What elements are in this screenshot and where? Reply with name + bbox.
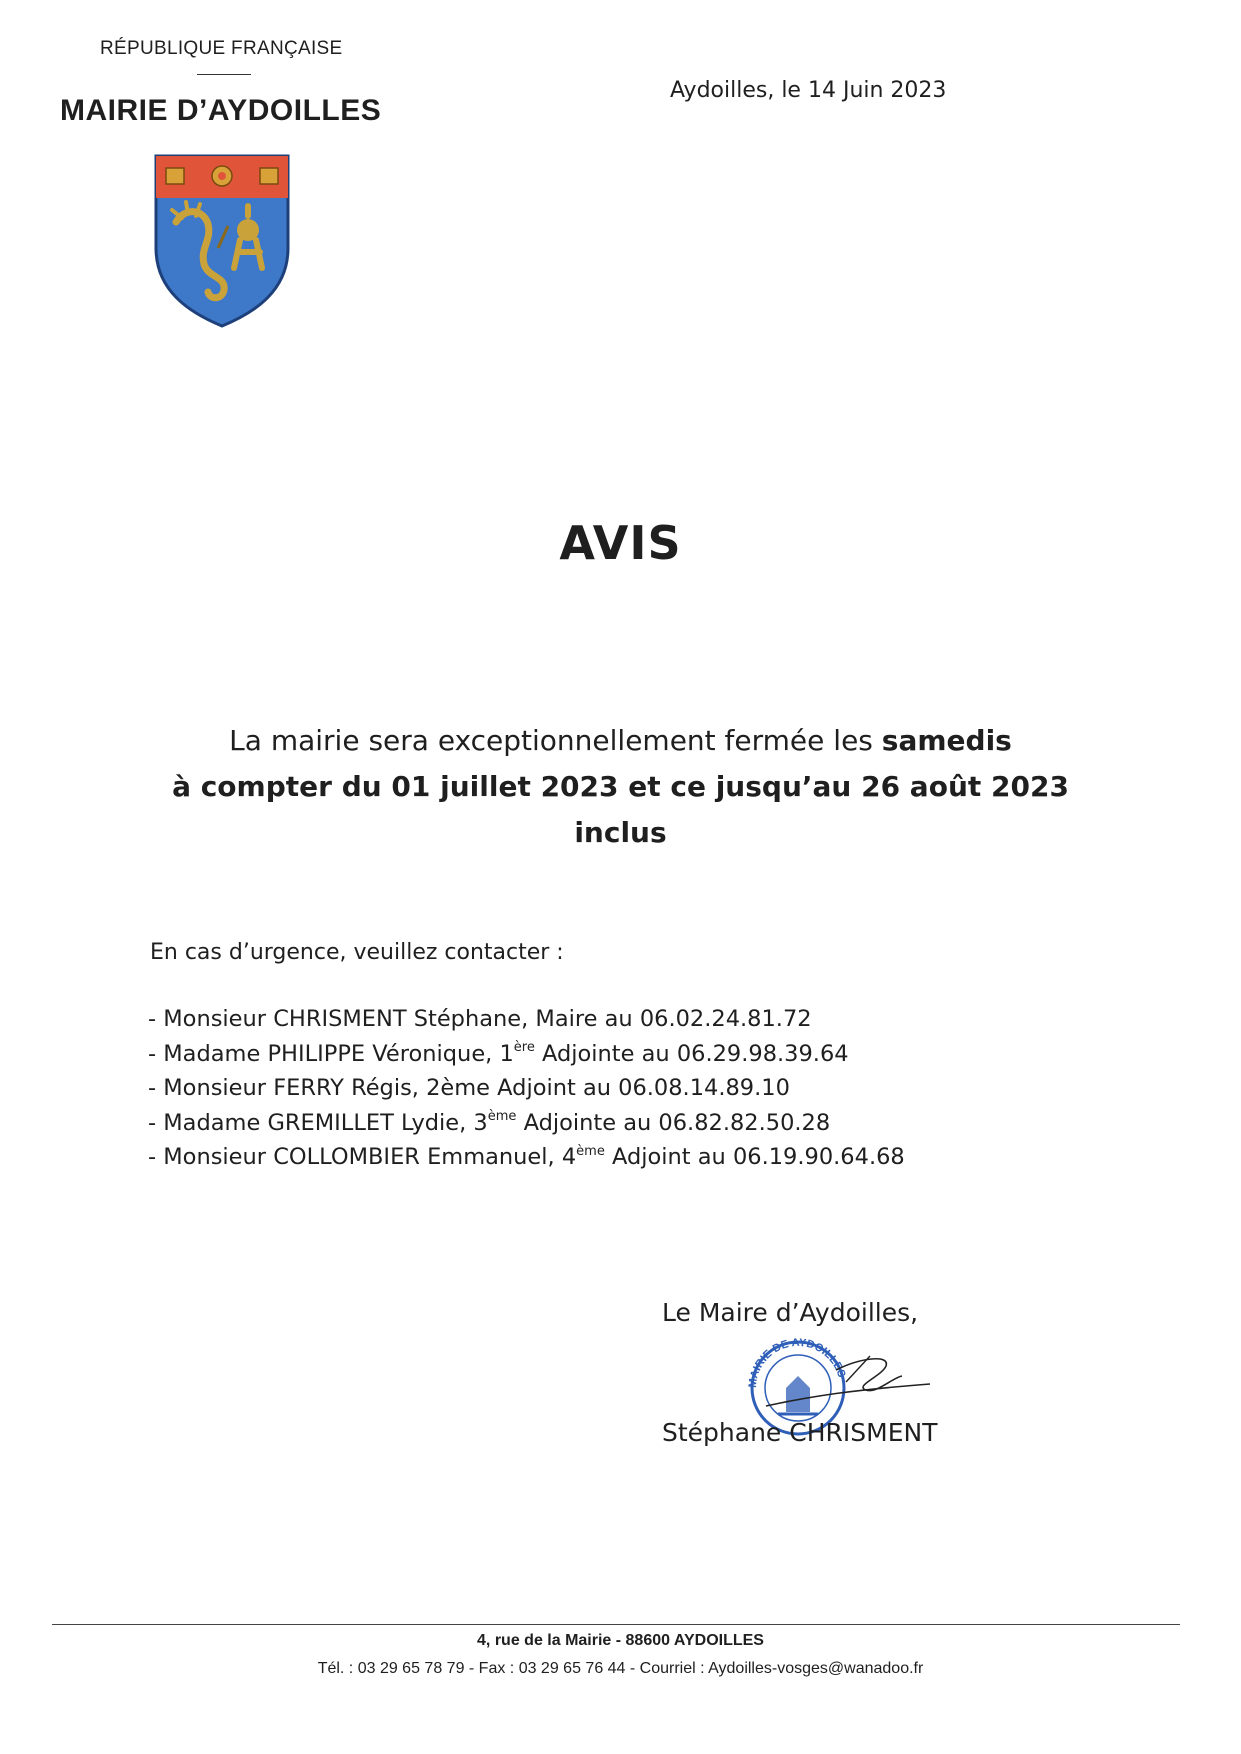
date-line: Aydoilles, le 14 Juin 2023 (670, 78, 947, 103)
footer-divider (52, 1624, 1180, 1625)
notice-line2: à compter du 01 juillet 2023 et ce jusqu’au 26 août 2023 (172, 770, 1069, 803)
closure-notice (0, 718, 1241, 856)
footer-contact: Tél. : 03 29 65 78 79 - Fax : 03 29 65 76 44 - Courriel : Aydoilles-vosges@wanadoo.fr (317, 1660, 924, 1677)
contact-text: - Monsieur COLLOMBIER Emmanuel, 4 (148, 1144, 577, 1170)
contact-text-rest: Adjointe au 06.29.98.39.64 (534, 1040, 849, 1067)
republic-label: RÉPUBLIQUE FRANÇAISE (100, 38, 343, 59)
list-item (148, 1037, 905, 1072)
list-item (148, 1140, 905, 1175)
footer-address: 4, rue de la Mairie - 88600 AYDOILLES (477, 1632, 764, 1649)
notice-line3: inclus (574, 816, 667, 849)
list-item (148, 1071, 905, 1106)
seal-text: MAIRIE DE AYDOILLES (746, 1336, 848, 1389)
contact-text: - Madame PHILIPPE Véronique, 1 (148, 1040, 514, 1067)
header-divider (197, 74, 251, 75)
notice-line1-bold: samedis (881, 724, 1012, 757)
urgence-intro: En cas d’urgence, veuillez contacter : (150, 940, 564, 965)
contact-ordinal: ère (513, 1040, 535, 1055)
contact-text-rest: Adjoint au 06.19.90.64.68 (604, 1144, 905, 1170)
signature-title: Le Maire d’Aydoilles, (662, 1298, 919, 1327)
notice-line1-text: La mairie sera exceptionnellement fermée les (229, 724, 882, 757)
contact-text: - Monsieur CHRISMENT Stéphane, Maire au 06.02.24.81.72 (148, 1006, 812, 1032)
notice-title: AVIS (559, 516, 682, 570)
contact-text: - Madame GREMILLET Lydie, 3 (148, 1109, 488, 1136)
contact-list (148, 1002, 905, 1175)
contact-ordinal: ème (576, 1143, 605, 1159)
contact-text: - Monsieur FERRY Régis, 2ème Adjoint au 06.08.14.89.10 (148, 1075, 790, 1101)
list-item (148, 1002, 905, 1037)
signatory-name: Stéphane CHRISMENT (662, 1418, 938, 1447)
coat-of-arms-icon (152, 152, 292, 328)
list-item (148, 1106, 905, 1141)
mairie-title: MAIRIE D’AYDOILLES (60, 94, 382, 127)
contact-ordinal: ème (487, 1109, 517, 1124)
contact-text-rest: Adjointe au 06.82.82.50.28 (516, 1109, 831, 1136)
